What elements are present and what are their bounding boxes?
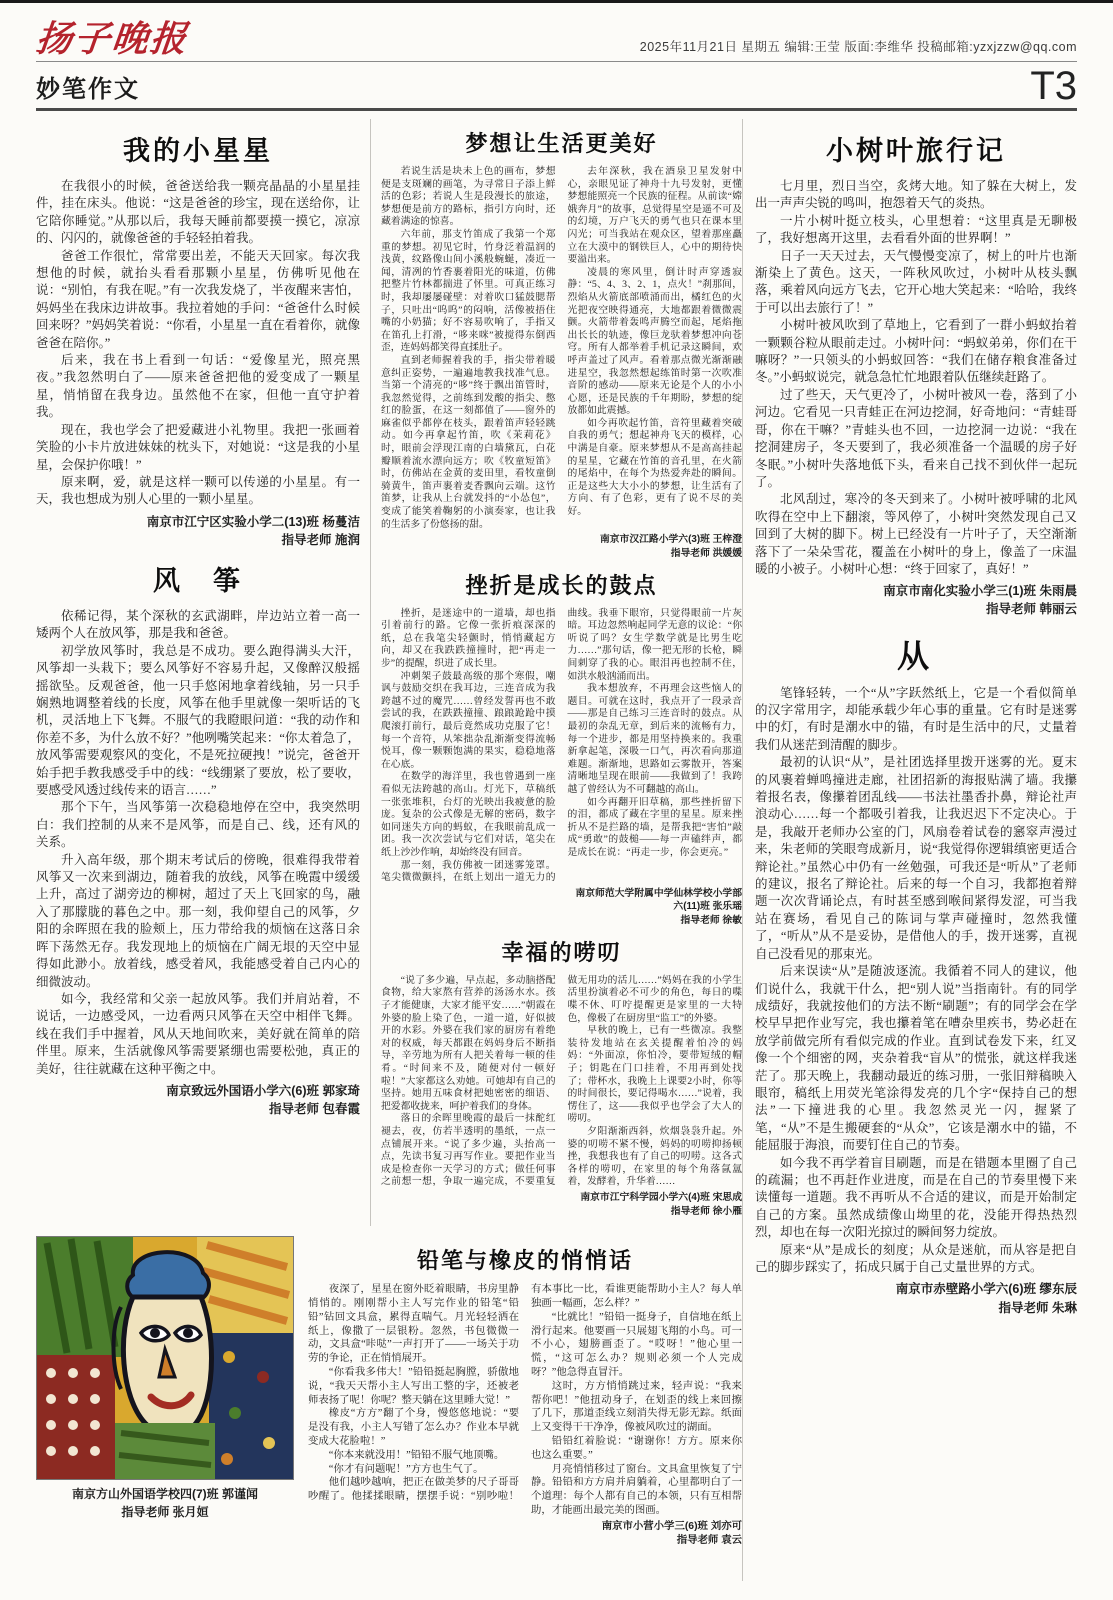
text-line: 月亮悄悄移过了窗台。文具盒里恢复了宁静。铅铅和方方肩并肩躺着，心里都明白了一个道理：每个人都有自己的本领，只有互相帮助，才能画出最完美的图画。 — [531, 1463, 742, 1517]
text-line: 北风刮过，寒冷的冬天到来了。小树叶被呼啸的北风吹得在空中上下翻滚，等风停了，小树叶突然发现自己又回到了大树的脚下。树上已经没有一片叶子了，天空渐渐落下了一朵朵雪花，覆盖在小树叶的身上，像盖了一床温暖的小被子。小树叶心想：“终于回家了，真好！” — [755, 492, 1077, 576]
article-body — [755, 685, 1077, 1277]
text-line: 南京市赤壁路小学六(6)班 缪东辰 — [895, 1282, 1077, 1297]
text-line: “你看我多伟大！”铅铅挺起胸膛，骄傲地说，“我天天帮小主人写出工整的字，还被老师表扬了呢！你呢？整天躺在这里睡大觉！” — [308, 1367, 519, 1406]
text-line: 初学放风筝时，我总是不成功。要么跑得满头大汗，风筝却一头栽下；要么风筝好不容易升起，又像醉汉般摇摇欲坠。反观爸爸，他一只手悠闲地拿着线轴，另一只手娴熟地调整着线的长度，风筝在他手里就像一架听话的飞机，灵活地上下飞舞。不服气的我瞪眼问道：“我的动作和你差不多，为什么放不好？”他咧嘴笑起来：“你太着急了，放风筝需要观察风的变化，不是死拉硬拽！”说完，爸爸开始手把手教我感受手中的线：“线绷紧了要放，松了要收，要感受风透过线传来的语言……” — [36, 643, 360, 798]
article-byline — [36, 1082, 360, 1118]
text-line: 在我很小的时候，爸爸送给我一颗亮晶晶的小星星挂件，挂在床头。他说：“这是爸爸的珍宝，现在送给你，让它陪你睡觉。”从那以后，我每天睡前都要摸一摸它，凉凉的、闪闪的，就像爸爸的手轻轻拍着我。 — [36, 179, 360, 246]
text-line: 我本想放弃，不再理会这些恼人的题目。可就在这时，我点开了一段录音——那是自己练习三连音时的鼓点。从最初的杂乱无章，到后来的流畅有力，每一个进步，都是用坚持换来的。我重新拿起笔，深吸一口气，再次看向那道难题。渐渐地，思路如云雾散开，答案清晰地呈现在眼前——我做到了！我跨越了曾经认为不可翻越的高山。 — [567, 683, 742, 795]
text-line: 后来误读“从”是随波逐流。我循着不同人的建议，他们说什么，我就干什么，把“别人说”当指南针。有的同学成绩好，我就按他们的方法不断“刷题”；有的同学会在学校早早把作业写完，我也攥着笔在嘈杂里疾书，势必赶在放学前做完所有看似完成的作业。直到试卷发下来，红叉像一个个细密的网，夹杂着我“盲从”的慌张，就这样我迷茫了。那天晚上，我翻动最近的练习册，一张旧辩稿映入眼帘，稿纸上用荧光笔涂得发亮的几个字“保持自己的想法”一下撞进我的心里。我忽然灵光一闪，握紧了笔，“从”不是生搬硬套的“从众”，它该是潮水中的锚，不能屈服于海浪，而要钉住自己的节奏。 — [755, 964, 1077, 1153]
column-bottom-middle — [294, 1236, 742, 1581]
article-kite — [36, 559, 360, 1118]
article-body — [381, 166, 742, 531]
text-line: 在数学的海洋里，我也曾遇到一座看似无法跨越的高山。灯光下，草稿纸一张张堆积，台灯的光映出我疲惫的脸庞。复杂的公式像是无解的密码，数字如同迷失方向的蚂蚁，在我眼前乱成一团。我一次次尝试与它们对话，笔尖在纸上沙沙作响，却始终没有回音。 — [381, 771, 556, 858]
text-line: 依稀记得，某个深秋的玄武湖畔，岸边站立着一高一矮两个人在放风筝，那是我和爸爸。 — [36, 608, 360, 641]
article-title: 梦想让生活更美好 — [465, 131, 658, 156]
article-body — [381, 975, 742, 1189]
article-body — [36, 608, 360, 1078]
text-line: 去年深秋，我在酒泉卫星发射中心，亲眼见证了神舟十九号发射，更懂梦想能照亮一个民族的征程。从前读“嫦娥奔月”的故事，总觉得星空是遥不可及的幻境，万户飞天的勇气也只在课本里闪光；可当我站在观众区，望着那座矗立在大漠中的钢铁巨人，心中的期待快要溢出来。 — [567, 166, 742, 266]
article-little-star — [36, 129, 360, 549]
text-line: “说了多少遍，早点起，多动脑搭配食物，给大家熬有营养的汤汤水水。孩子才能健康，大家才能平安……”朝霞在外婆的脸上染了色，一道一道，好似披开的水彩。外婆在我们家的厨房有着绝对的权威，每天都跟在妈妈身后不断指导，辛劳地为所有人把关着每一顿的佳肴。“时间来不及，随便对付一顿好啦！”大家都这么劝她。可她却有自己的坚持。她用五味食材把她密密的细语、把爱都收拢来，呵护着我们的身体。 — [381, 974, 556, 1112]
article-cong — [755, 631, 1077, 1317]
article-byline — [381, 533, 742, 560]
article-title: 小树叶旅行记 — [826, 136, 1006, 166]
dateline: 2025年11月21日 星期五 编辑:王莹 版面:李维华 投稿邮箱:yzxjzzw@qq.com — [639, 40, 1077, 54]
column-middle — [370, 119, 742, 1226]
article-title: 挫折是成长的鼓点 — [465, 572, 658, 598]
student-artwork-figure — [36, 1236, 294, 1581]
text-line: 后来，我在书上看到一句话：“爱像星光，照亮黑夜。”我忽然明白了——原来爸爸把他的爱变成了一颗星星，悄悄留在我身边。虽然他不在家，但他一直守护着我。 — [36, 353, 360, 420]
text-line: 他们越吵越响，把正在做美梦的尺子哥哥吵醒了。他揉揉眼睛，摆摆手说：“别吵啦！有本事比一比，看谁更能帮助小主人？每人单独画一幅画，怎么样？” — [308, 1284, 742, 1503]
article-byline — [755, 582, 1077, 618]
text-line: 南京市南化实验小学三(1)班 朱雨晨 — [883, 584, 1077, 599]
text-line: 六年前，那支竹笛成了我第一个郑重的梦想。初见它时，竹身泛着温润的浅黄，纹路像山间小溪般蜿蜒，凑近一闻，清冽的竹香裹着阳光的味道，仿佛把整片竹林都揣进了怀里。可真正练习时，我却屡屡碰壁：对着吹口猛鼓腮帮子，只吐出“呜呜”的闷响，活像被捂住嘴的小奶猫；好不容易吹响了，手指又在笛孔上打滑，“哆来咪”被搅得东倒西歪，连妈妈都笑得直揉肚子。 — [381, 228, 556, 354]
artwork-caption — [36, 1485, 294, 1521]
text-line: 指导老师 朱琳 — [998, 1300, 1077, 1315]
text-line: 铅铅红着脸说：“谢谢你！方方。原来你也这么重要。” — [531, 1436, 742, 1461]
text-line: 过了些天，天气更冷了，小树叶被风一卷，落到了小河边。它看见一只青蛙正在河边挖洞，好奇地问：“青蛙哥哥，你在干嘛？”青蛙头也不回，一边挖洞一边说：“我在挖洞建房子，冬天要到了，我必须准备一个温暖的房子好冬眠。”小树叶失落地低下头，看来自己找不到伙伴一起玩了。 — [755, 387, 1077, 489]
article-byline — [381, 887, 742, 928]
text-line: 指导老师 施润 — [281, 532, 360, 547]
text-line: 日子一天天过去，天气慢慢变凉了，树上的叶片也渐渐染上了黄色。这天，一阵秋风吹过，小树叶从枝头飘落，乘着风向远方飞去，它开心地大笑起来：“哈哈，我终于可以出去旅行了！” — [755, 248, 1077, 315]
text-line: 指导老师 徐敏 — [680, 915, 742, 927]
masthead-logo: 扬子晚报 — [33, 19, 191, 59]
column-left — [36, 119, 370, 1226]
article-byline — [36, 513, 360, 549]
text-line: “你才有问题呢！”方方也生气了。 — [328, 1463, 484, 1475]
text-line: 指导老师 袁云 — [676, 1535, 742, 1547]
article-leaf-travel — [755, 129, 1077, 619]
column-right — [742, 119, 1077, 1581]
article-title: 我的小星星 — [123, 136, 273, 166]
text-line: 最初的认识“从”，是社团选择里拨开迷雾的光。夏末的风裹着蝉鸣撞进走廊，社团招新的海报贴满了墙。我攥着报名表，像攥着团乱线——书法社墨香扑鼻，辩论社声浪动心……每一个都吸引着我，让我迟迟下不定决心。于是，我敲开老师办公室的门，风扇卷着试卷的窸窣声漫过来，朱老师的笑眼弯成新月，说“我觉得你逻辑缜密更适合辩论社。”虽然心中仍有一丝勉强，可我还是“听从”了老师的建议，报名了辩论社。后来的每一个自习，我都抱着辩题一次次背诵论点，有时甚至感到喉间紧得发涩，可当我站在赛场，看见自己的陈词与掌声碰撞时，忽然我懂了，“听从”从不是妥协，是借他人的手，拨开迷雾，直视自己没看见的那束光。 — [755, 755, 1077, 961]
text-line: 笔锋轻转，一个“从”字跃然纸上，它是一个看似简单的汉字常用字，却能承载少年心事的重量。它有时是迷雾中的灯，有时是潮水中的锚，有时是生活中的尺，丈量着我们从迷茫到清醒的脚步。 — [755, 685, 1077, 752]
article-body — [381, 608, 742, 885]
text-line: “比就比！”铅铅一挺身子，自信地在纸上滑行起来。他要画一只展翅飞翔的小鸟。可一不小心，翅膀画歪了。“哎呀！”他心里一慌，“这可怎么办？规则必须一个人完成呀？”他急得直冒汗。 — [531, 1311, 742, 1379]
text-line: 爸爸工作很忙，常常要出差，不能天天回家。每次我想他的时候，就抬头看看那颗小星星，仿佛听见他在说：“别怕，有我在呢。”有一次我发烧了，半夜醒来害怕，妈妈坐在我床边讲故事。我拉着她的手问：“爸爸什么时候回来呀？”妈妈笑着说：“你看，小星星一直在看着你，就像爸爸在陪你。” — [36, 248, 360, 350]
article-body — [36, 178, 360, 509]
text-line: 南京方山外国语学校四(7)班 郭谨闻 — [71, 1487, 258, 1502]
bottom-row — [36, 1236, 742, 1581]
text-line: 原来啊，爱，就是这样一颗可以传递的小星星。有一天，我也想成为别人心里的一颗小星星。 — [36, 474, 360, 507]
text-line: 指导老师 张月姮 — [121, 1505, 209, 1520]
text-line: 南京市小营小学三(6)班 刘亦可 — [601, 1520, 742, 1532]
article-title: 铅笔与橡皮的悄悄话 — [416, 1248, 633, 1274]
text-line: 如今我不再学着盲目刷题，而是在错题本里圈了自己的疏漏；也不再赶作业进度，而是在自己的节奏里慢下来读懂每一道题。我不再听从不合适的建议，而是开始制定自己的方案。虽然成绩像山坳里的花，没能开得热热烈烈，却也在每一次阳光掠过的瞬间努力绽放。 — [755, 1155, 1077, 1240]
article-title: 风 筝 — [153, 565, 243, 596]
article-byline — [308, 1520, 742, 1549]
text-line: 南京市汉江路小学六(3)班 王梓澄 — [599, 534, 742, 546]
text-line: 指导老师 韩丽云 — [986, 602, 1077, 617]
text-line: “你本来就没用！”铅铅不服气地顶嘴。 — [328, 1449, 505, 1461]
text-line: 南京市江宁区实验小学二(13)班 杨蔓洁 — [146, 514, 360, 529]
page-header — [0, 3, 1113, 111]
article-title: 幸福的唠叨 — [501, 939, 622, 965]
text-line: 凌晨的寒风里，倒计时声穿透寂静：“5、4、3、2、1，点火！”刹那间，烈焰从火箭底部喷涌而出，橘红色的火光把夜空映得通亮，大地都跟着微微震颤。火箭带着轰鸣声腾空而起，尾焰拖出长长的轨迹，像巨龙驮着梦想冲向苍穹。所有人都举着手机记录这瞬间，欢呼声盖过了风声。看着那点微光渐渐融进星空，我忽然想起练笛时第一次吹准音阶的感动——原来无论是个人的小小心愿，还是民族的千年期盼，梦想的绽放都如此震撼。 — [567, 266, 742, 417]
text-line: 若说生活是块未上色的画布，梦想便是支斑斓的画笔，为寻常日子添上鲜活的色彩；若说人生是段漫长的旅途，梦想便是前方的路标，指引方向时，还藏着满途的惊喜。 — [381, 166, 556, 228]
student-artwork — [36, 1236, 294, 1480]
article-nagging — [381, 936, 742, 1219]
text-line: 冲刺架子鼓最高级的那个寒假，嘲讽与鼓励交织在我耳边，三连音成为我跨越不过的魔咒……曾经发誓再也不敢尝试的我，在跌跌撞撞、踉踉跄跄中摸爬滚打前行，最后竟然成功克服了它！每一个音符，从笨拙杂乱渐渐变得流畅悦耳，像一颗颗饱满的果实，稳稳地落在心底。 — [381, 670, 556, 770]
text-line: 夕阳渐渐西斜，炊烟袅袅升起。外婆的叨唠不紧不慢，妈妈的叨唠抑扬顿挫，我想我也有了自己的叨唠。这各式各样的唠叨，在家里的每个角落氤氲着，发酵着，升华着…… — [567, 1125, 742, 1188]
text-line: 直到老师握着我的手，指尖带着暖意纠正姿势，一遍遍地教我找准气息。当第一个清亮的“哆”终于飘出笛管时，我忽然觉得，之前练到发酸的指尖、憋红的脸蛋，在这一刻都值了——窗外的麻雀似乎都停在枝头，跟着笛声轻轻跳动。如今再拿起竹笛，吹《茉莉花》时，眼前会浮现江南的白墙黛瓦，白花瓣顺着流水漂向远方；吹《牧童短笛》时，仿佛站在金黄的麦田里，看牧童倒骑黄牛，笛声裹着麦香飘向云端。这竹笛梦，让我从上台就发抖的“小怂包”，变成了能笑着鞠躬的小演奏家，也让我的生活多了份悠扬的甜。 — [381, 354, 556, 530]
article-byline — [755, 1280, 1077, 1316]
text-line: 这时，方方悄悄跳过来，轻声说：“我来帮你吧！”他扭动身子，在划歪的线上来回擦了几下，那道歪线立刻消失得无影无踪。纸面上又变得干干净净，像被风吹过的湖面。 — [531, 1380, 742, 1434]
text-line: 那个下午，当风筝第一次稳稳地停在空中，我突然明白：我们控制的从来不是风筝，而是自己、线，还有风的关系。 — [36, 800, 360, 850]
article-byline — [381, 1191, 742, 1218]
text-line: 南京致远外国语小学六(6)班 郭家琦 — [166, 1083, 360, 1098]
content-area — [0, 111, 1113, 1581]
text-line: 现在，我也学会了把爱藏进小礼物里。我把一张画着笑脸的小卡片放进妹妹的枕头下，对她说：“这是我的小星星，会保护你哦！” — [36, 422, 360, 472]
text-line: 如今再翻开旧草稿，那些挫折留下的泪，都成了藏在字里的星星。原来挫折从不是拦路的墙，是帮我把“害怕”敲成“勇敢”的鼓槌——每一声磕绊声，都是成长在说：“再走一步，你会更亮。” — [567, 796, 742, 858]
text-line: 那一刻，我仿佛被一团迷雾笼罩。笔尖微微颤抖，在纸上划出一道无力的曲线。我垂下眼帘，只觉得眼前一片灰暗。耳边忽然响起同学无意的议论：“你听说了吗？女生学数学就是比男生吃力……”那句话，像一把无形的长枪，瞬间刺穿了我的心。眼泪再也控制不住，如洪水般汹涌而出。 — [381, 607, 742, 884]
text-line: 指导老师 徐小雁 — [670, 1205, 742, 1217]
text-line: 挫折，是迷途中的一道墙，却也指引着前行的路。它像一张折痕深深的纸，总在我笔尖轻颤时，悄悄藏起方向，却又在我跌跌撞撞时，把“再走一步”的提醒，织进了成长里。 — [381, 607, 556, 669]
text-line: 落日的余晖里晚霞的最后一抹酡红褪去，夜，仿若半透明的墨纸，一点一点铺展开来。“说了多少遍，头抬高一点，先读书复习再写作业。要把作业当成是检查你一天学习的方式；做任何事之前想一想，争取一遍完成，不要重复做无用功的活儿……”妈妈在我的小学生活里扮演着必不可少的角色，每日的喋喋不休、叮咛提醒更是家里的一大特色，像极了在厨房里“监工”的外婆。 — [381, 974, 742, 1188]
text-line: 南京市江宁科学园小学六(4)班 宋思成 — [580, 1191, 742, 1203]
text-line: 升入高年级，那个期末考试后的傍晚，很难得我带着风筝又一次来到湖边，随着我的放线，风筝在晚霞中缓缓上升，高过了湖旁边的柳树，超过了天上飞回家的鸟，融入了那朦胧的暮色之中。那一刻，我仰望自己的风筝，夕阳的余晖照在我的脸颊上，压力带给我的烦恼在这落日余晖下荡然无存。我发现地上的烦恼在广阔无垠的天空中显得如此渺小。放着线，感受着风，我能感受着自己内心的细微波动。 — [36, 852, 360, 989]
text-line: 小树叶被风吹到了草地上，它看到了一群小蚂蚁抬着一颗颗谷粒从眼前走过。小树叶问：“蚂蚁弟弟，你们在干嘛呀？”一只领头的小蚂蚁回答：“我们在储存粮食准备过冬。”小蚂蚁说完，就急急忙忙地跟着队伍继续赶路了。 — [755, 318, 1077, 385]
text-line: 七月里，烈日当空，炙烤大地。知了躲在大树上，发出一声声尖锐的鸣叫，抱怨着天气的炎热。 — [755, 179, 1077, 211]
text-line: 原来“从”是成长的刻度；从众是迷航，而从容是把自己的脚步踩实了，拓成只属于自己丈量世界的方式。 — [755, 1242, 1077, 1274]
text-line: 橡皮“方方”翻了个身，慢悠悠地说：“要是没有我，小主人写错了怎么办？作业本早就变成大花脸啦！” — [308, 1408, 519, 1448]
text-line: 如今，我经常和父亲一起放风筝。我们并肩站着，不说话，一边感受风，一边看两只风筝在天空中相伴飞舞。线在我们手中握着，风从天地间吹来，美好就在简单的陪伴里。原来，生活就像风筝需要紧绷也需要松弛，真正的美好，往往就藏在这种平衡之中。 — [36, 991, 360, 1076]
article-title: 从 — [896, 637, 935, 674]
text-line: 指导老师 洪媛媛 — [670, 547, 742, 559]
article-dream — [381, 127, 742, 561]
article-body — [308, 1283, 742, 1518]
text-line: 六(11)班 张乐瑶 — [673, 901, 742, 913]
article-pencil-eraser — [308, 1244, 742, 1549]
article-body — [755, 178, 1077, 578]
page-number: T3 — [1030, 64, 1077, 108]
section-title: 妙笔作文 — [36, 76, 140, 103]
text-line: 夜深了，星星在窗外眨着眼睛，书房里静悄悄的。刚刚帮小主人写完作业的铅笔“铅铅”钻回文具盒，累得直喘气。月光轻轻洒在纸上，像撒了一层银粉。忽然，书包微微一动，文具盒“咔哒”一声打开了——一场关于功劳的争论，正在悄悄展开。 — [308, 1284, 519, 1365]
text-line: 如今再吹起竹笛，音符里藏着突破自我的勇气；想起神舟飞天的模样，心中满是自豪。原来梦想从不是高高挂起的星星，它藏在竹笛的音孔里，在火箭的尾焰中，在每个为热爱奔赴的瞬间。正是这些大大小小的梦想，让生活有了方向、有了色彩，更有了说不尽的美好。 — [567, 417, 742, 518]
text-line: 南京师范大学附属中学仙林学校小学部 — [575, 887, 742, 899]
text-line: 早秋的晚上，已有一些微凉。我整装待发地站在玄关提醒着怕冷的妈妈：“外面凉，你怕冷，要带短绒的帽子；钥匙在门口挂着，不用再到处找了；带杯水，我晚上上课要2小时，你等的时间很长，要记得喝水……”说着，我愣住了，这——我似乎也学会了大人的唠叨。 — [567, 1025, 742, 1125]
text-line: 一片小树叶挺立枝头，心里想着：“这里真是无聊极了，我好想离开这里，去看看外面的世界啊！” — [755, 213, 1077, 246]
article-setback — [381, 569, 742, 928]
text-line: 指导老师 包春霞 — [269, 1102, 360, 1117]
